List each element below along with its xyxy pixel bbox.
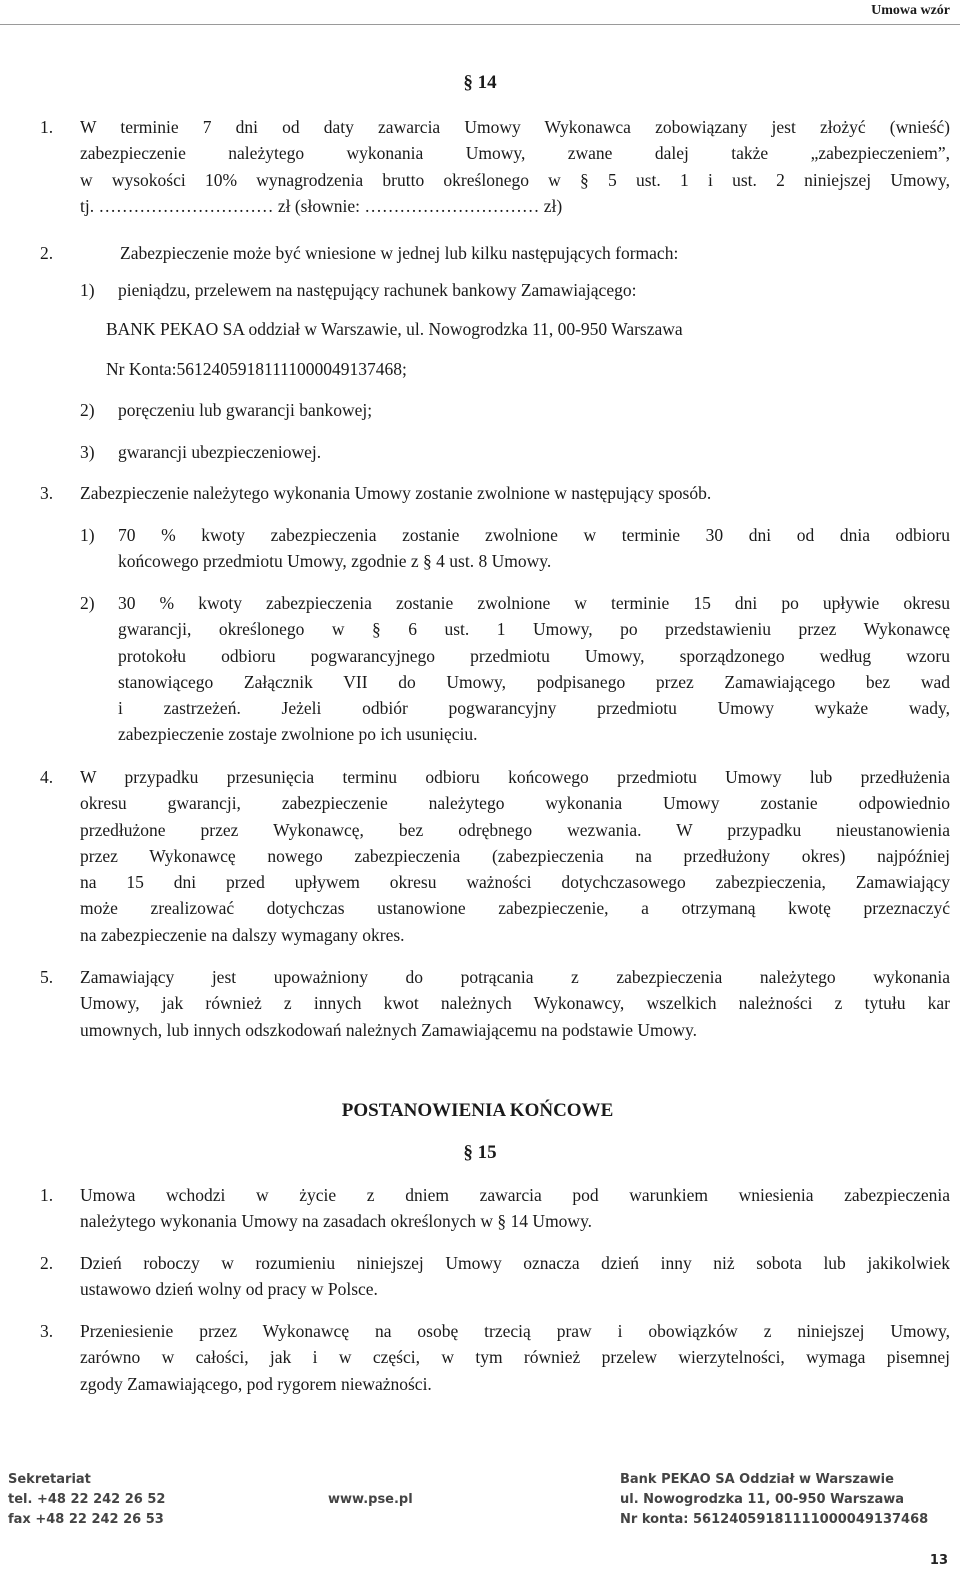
- footer-bank-account: Nr konta: 56124059181111000049137468: [620, 1512, 929, 1527]
- paragraph-line: przez Wykonawcę nowego zabezpieczenia (zabezpieczenia na przedłużony okres) najpóźniej: [80, 845, 950, 866]
- paragraph-line: umownych, lub innych odszkodowań należnych Zamawiającemu na podstawie Umowy.: [80, 1019, 698, 1040]
- footer-bank-details: [620, 1470, 928, 1530]
- paragraph-line: ustawowo dzień wolny od pracy w Polsce.: [80, 1279, 378, 1300]
- list-item-number: 2): [80, 593, 95, 613]
- final-paragraph-3-number: 3.: [40, 1321, 54, 1341]
- paragraph-line: Umowa wchodzi w życie z dniem zawarcia pod warunkiem wniesienia zabezpieczenia: [80, 1185, 950, 1205]
- footer-website-link[interactable]: www.pse.pl: [328, 1492, 413, 1507]
- paragraph-line: przedłużone przez Wykonawcę, bez odrębnego wezwania. W przypadku nieustanowienia: [80, 819, 950, 840]
- paragraph-line: zarówno w całości, jak i w części, w tym również przelew wierzytelności, wymaga pisemnej: [80, 1347, 950, 1368]
- paragraph-line: Umowy, jak również z innych kwot należnych Wykonawcy, wszelkich należności z tytułu kar: [80, 993, 950, 1014]
- final-paragraph-1-number: 1.: [40, 1185, 54, 1205]
- paragraph-line: może zrealizować dotychczas ustanowione zabezpieczenie, a otrzymaną kwotę przeznaczyć: [80, 898, 950, 919]
- paragraph-line: Zamawiający jest upoważniony do potrącania z zabezpieczenia należytego wykonania: [80, 967, 950, 987]
- paragraph-line: i zastrzeżeń. Jeżeli odbiór pogwarancyjny przedmiotu Umowy wykaże wady,: [118, 698, 950, 719]
- paragraph-line: 30 % kwoty zabezpieczenia zostanie zwolnione w terminie 15 dni po upływie okresu: [118, 593, 950, 613]
- paragraph-5: [80, 964, 950, 1043]
- list-item: pieniądzu, przelewem na następujący rachunek bankowy Zamawiającego:: [118, 280, 637, 300]
- footer-secretariat: Sekretariat: [8, 1472, 91, 1487]
- list-item: [118, 522, 950, 575]
- final-paragraph-2-number: 2.: [40, 1253, 54, 1273]
- paragraph-line: W przypadku przesunięcia terminu odbioru końcowego przedmiotu Umowy lub przedłużenia: [80, 767, 950, 787]
- document-header-title: Umowa wzór: [871, 3, 950, 18]
- paragraph-line: końcowego przedmiotu Umowy, zgodnie z § 4 ust. 8 Umowy.: [118, 551, 552, 572]
- paragraph-line: okresu gwarancji, zabezpieczenie należytego wykonania Umowy zostanie odpowiednio: [80, 793, 950, 814]
- final-paragraph-1: [80, 1182, 950, 1235]
- section-15-heading: § 15: [463, 1142, 497, 1163]
- paragraph-line: tj. ………………………… zł (słownie: ………………………… zł): [80, 195, 563, 216]
- list-item-number: 1): [80, 280, 95, 300]
- paragraph-line: W terminie 7 dni od daty zawarcia Umowy Wykonawca zobowiązany jest złożyć (wnieść): [80, 117, 950, 137]
- paragraph-line: protokołu odbioru pogwarancyjnego przedmiotu Umowy, sporządzonego według wzoru: [118, 645, 950, 666]
- paragraph-line: na 15 dni przed upływem okresu ważności dotychczasowego zabezpieczenia, Zamawiający: [80, 872, 950, 893]
- paragraph-line: zgody Zamawiającego, pod rygorem nieważności.: [80, 1373, 432, 1394]
- paragraph-line: należytego wykonania Umowy na zasadach określonych w § 14 Umowy.: [80, 1211, 593, 1232]
- bank-address: BANK PEKAO SA oddział w Warszawie, ul. Nowogrodzka 11, 00-950 Warszawa: [106, 319, 683, 339]
- list-item: [118, 590, 950, 748]
- paragraph-line: Dzień roboczy w rozumieniu niniejszej Umowy oznacza dzień inny niż sobota lub jakikolwiek: [80, 1253, 950, 1273]
- footer-bank-address: ul. Nowogrodzka 11, 00-950 Warszawa: [620, 1492, 905, 1507]
- paragraph-2-intro: Zabezpieczenie może być wniesione w jednej lub kilku następujących formach:: [120, 243, 679, 263]
- final-paragraph-3: [80, 1318, 950, 1397]
- list-item-number: 1): [80, 525, 95, 545]
- paragraph-line: stanowiącego Załącznik VII do Umowy, podpisanego przez Zamawiającego bez wad: [118, 671, 950, 692]
- footer-contact: [8, 1470, 165, 1530]
- paragraph-1: [80, 114, 950, 219]
- list-item-number: 2): [80, 400, 95, 420]
- list-item: poręczeniu lub gwarancji bankowej;: [118, 400, 373, 420]
- paragraph-line: zabezpieczenie zostaje zwolnione po ich usunięciu.: [118, 724, 478, 745]
- paragraph-2-number: 2.: [40, 243, 54, 263]
- paragraph-line: gwarancji, określonego w § 6 ust. 1 Umowy, po przedstawieniu przez Wykonawcę: [118, 619, 950, 640]
- list-item-number: 3): [80, 442, 95, 462]
- paragraph-4-number: 4.: [40, 767, 54, 787]
- paragraph-5-number: 5.: [40, 967, 54, 987]
- footer-phone: tel. +48 22 242 26 52: [8, 1492, 166, 1507]
- section-14-heading: § 14: [463, 72, 497, 93]
- paragraph-line: na zabezpieczenie na dalszy wymagany okres.: [80, 924, 405, 945]
- paragraph-3-number: 3.: [40, 483, 54, 503]
- final-provisions-title: POSTANOWIENIA KOŃCOWE: [341, 1100, 614, 1121]
- final-paragraph-2: [80, 1250, 950, 1303]
- bank-account-number: Nr Konta:56124059181111000049137468;: [106, 359, 407, 379]
- list-item: gwarancji ubezpieczeniowej.: [118, 442, 322, 462]
- paragraph-line: zabezpieczenie należytego wykonania Umowy, zwane dalej także „zabezpieczeniem”,: [80, 143, 950, 164]
- paragraph-line: w wysokości 10% wynagrodzenia brutto określonego w § 5 ust. 1 i ust. 2 niniejszej Umowy,: [80, 169, 950, 190]
- paragraph-4: [80, 764, 950, 948]
- footer-bank-name: Bank PEKAO SA Oddział w Warszawie: [620, 1472, 894, 1487]
- footer-fax: fax +48 22 242 26 53: [8, 1512, 164, 1527]
- paragraph-3-intro: Zabezpieczenie należytego wykonania Umowy zostanie zwolnione w następujący sposób.: [80, 483, 712, 503]
- page-number: 13: [929, 1553, 948, 1568]
- paragraph-1-number: 1.: [40, 117, 54, 137]
- paragraph-line: Przeniesienie przez Wykonawcę na osobę trzecią praw i obowiązków z niniejszej Umowy,: [80, 1321, 950, 1341]
- header-divider: [0, 24, 960, 25]
- paragraph-line: 70 % kwoty zabezpieczenia zostanie zwolnione w terminie 30 dni od dnia odbioru: [118, 525, 950, 545]
